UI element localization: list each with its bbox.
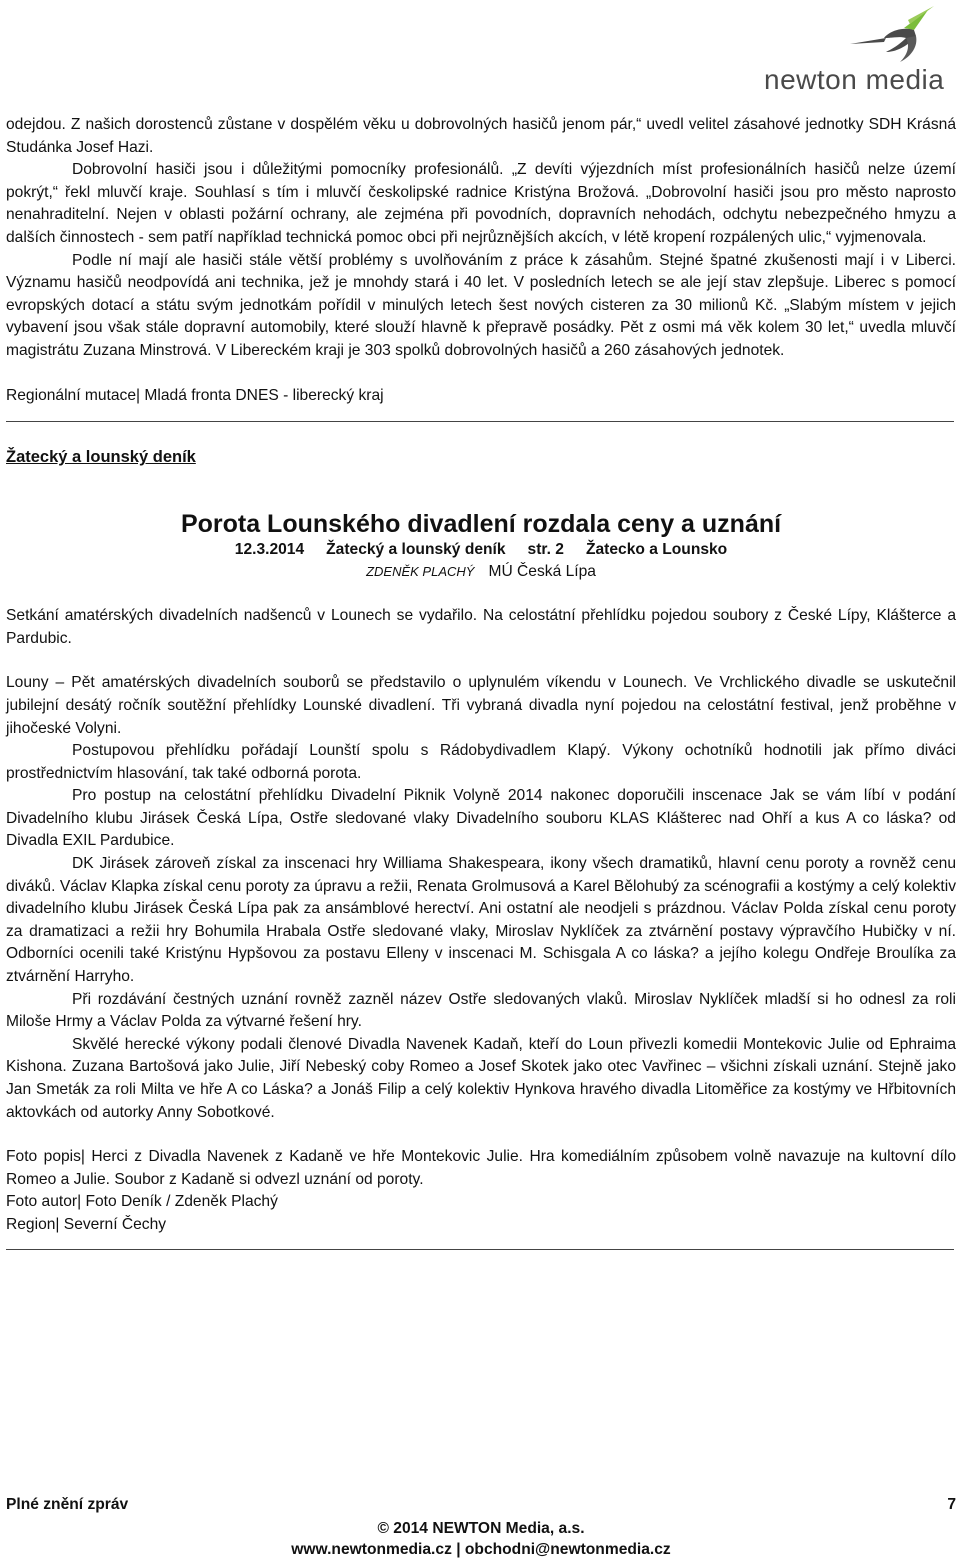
article-meta — [6, 539, 956, 561]
separator-line — [6, 1249, 954, 1250]
article-publication: Žatecký a lounský deník — [326, 541, 506, 559]
regional-mutation: Regionální mutace| Mladá fronta DNES - liberecký kraj — [6, 386, 384, 404]
article-headline: Porota Lounského divadlení rozdala ceny a uznání — [180, 510, 782, 539]
page-number: 7 — [947, 1496, 956, 1513]
article-region: Region| Severní Čechy — [6, 1215, 167, 1233]
article-section: Žatecko a Lounsko — [585, 541, 728, 559]
source-title: Žatecký a lounský deník — [6, 448, 196, 467]
article-paragraph: Postupovou přehlídku pořádají Lounští spolu s Rádobydivadlem Klapý. Výkony ochotníků hodnotili jak přímo diváci prostřednictvím hlasování, tak také odborná porota. — [6, 742, 956, 782]
footer-copyright: © 2014 NEWTON Media, a.s. — [377, 1520, 585, 1537]
newton-media-logo — [760, 4, 956, 96]
article-paragraph: Pro postup na celostátní přehlídku Divadelní Piknik Volyně 2014 nakonec doporučili inscenace Jak se vám líbí v podání Divadelního klubu Jirásek Česká Lípa, Ostře sledované vlaky Divadelního souboru KLAS Klášterec nad Ohří a kus A co láska? od Divadla EXIL Pardubice. — [6, 787, 956, 850]
article-paragraph: Při rozdávání čestných uznání rovněž zazněl název Ostře sledovaných vlaků. Miroslav Nyklíček mladší si ho odnesl za roli Miloše Hrmy a Václav Polda za výtvarné řešení hry. — [6, 990, 956, 1031]
article-byline — [6, 561, 956, 583]
photo-caption: Foto popis| Herci z Divadla Navenek z Kadaně ve hře Montekovic Julie. Hra komediálním způsobem volně navazuje na kultovní dílo Romeo a Julie. Soubor z Kadaně si odvezl uznání od poroty. — [6, 1148, 956, 1188]
article-paragraph: Skvělé herecké výkony podali členové Divadla Navenek Kadaň, kteří do Loun přivezli komedii Montekovic Julie od Ephraima Kishona. Zuzana Bartošová jako Julie, Jiří Nebeský coby Romeo a Josef Skotek jako otec Vavřinec – všichni získali uznání. Stejně jako Jan Smeták za roli Milta ve hře A co Láska? a Jonáš Filip a celý kolektiv Hynkova hravého divadla Litoměřice za kostýmy ve Hřbitovních aktovkách od autorky Anny Sobotkové. — [6, 1035, 956, 1121]
hummingbird-icon — [830, 4, 940, 64]
article-date: 12.3.2014 — [234, 541, 305, 559]
article1-paragraph: Podle ní mají ale hasiči stále větší problémy s uvolňováním z práce k zásahům. Stejné špatné zkušenosti mají i v Liberci. Významu hasičů neodpovídá ani technika, jež je mnohdy stará i 40 let. V posledních letech se ale její stav zlepšuje. Liberec s pomocí evropských dotací a státu svým jednotkám pořídil v minulých letech šest nových cisteren za 30 milionů Kč. „Slabým místem v jejich vybavení jsou však stále dopravní automobily, které slouží hlavně k přepravě posádky. Pět z osmi má věk kolem 30 let,“ uvedla mluvčí magistrátu Zuzana Minstrová. V Libereckém kraji je 303 spolků dobrovolných hasičů a 260 zásahových jednotek. — [6, 251, 956, 359]
logo-wordmark: newton media — [764, 64, 945, 95]
article-paragraph: Louny – Pět amatérských divadelních souborů se představilo o uplynulém víkendu v Lounech. Ve Vrchlického divadle se uskutečnil jubilejní desátý ročník soutěžní přehlídky Lounské divadlení. Tři vybraná divadla nyní pojedou na celostátní festival, jenž proběhne v jihočeské Volyni. — [6, 674, 956, 737]
article-lead: Setkání amatérských divadelních nadšenců v Lounech se vydařilo. Na celostátní přehlídku pojedou soubory z České Lípy, Klášterce a Pardubic. — [6, 607, 956, 647]
footer-label: Plné znění zpráv — [6, 1496, 129, 1513]
article-paragraph: DK Jirásek zároveň získal za inscenaci hry Williama Shakespeara, ikony všech dramatiků, hlavní cenu poroty a rovněž cenu diváků. Václav Klapka získal cenu poroty za úpravu a režii, Renata Grolmusová a Karel Bělohubý za scénografii a kostýmy a celý kolektiv divadelního klubu Jirásek Česká Lípa pak za ansámblové herectví. Ani ostatní ale neodjeli s prázdnou. Václav Polda získal cenu poroty za dramatizaci a režii hry Bohumila Hrabala Ostře sledované vlaky, Miroslav Nyklíček za ztvárnění postavy výpravčího Hubičky v ní. Odborníci ocenili také Kristýnu Hypšovou za postavu Elleny v inscenaci M. Schisgala A co láska? a jejího kolegu Ondřeje Broulíka za ztvárnění Harryho. — [6, 855, 956, 986]
footer-contact: www.newtonmedia.cz | obchodni@newtonmedia.cz — [291, 1541, 671, 1558]
article-tag: MÚ Česká Lípa — [488, 563, 596, 581]
article-author: ZDENĚK PLACHÝ — [366, 564, 475, 580]
article1-paragraph: odejdou. Z našich dorostenců zůstane v dospělém věku u dobrovolných hasičů jenom pár,“ uvedl velitel zásahové jednotky SDH Krásná Studánka Josef Hazi. — [6, 116, 956, 156]
article1-paragraph: Dobrovolní hasiči jsou i důležitými pomocníky profesionálů. „Z devíti výjezdních míst profesionálních hasičů nelze území pokrýt,“ řekl mluvčí kraje. Souhlasí s tím i mluvčí českolipské radnice Kristýna Brožová. „Dobrovolní hasiči jsou pro město naprosto nenahraditelní. Nejen v oblasti požární ochrany, ale zejména při povodních, dopravních nehodách, odchytu nebezpečného hmyzu a dalších činnostech - sem patří například technická pomoc obci při nejrůznějších akcích, v létě kropení rozpálených ulic,“ vyjmenovala. — [6, 161, 956, 246]
article-page: str. 2 — [527, 541, 564, 559]
footer-center — [6, 1518, 956, 1560]
photo-author: Foto autor| Foto Deník / Zdeněk Plachý — [6, 1193, 278, 1211]
document-body — [6, 114, 956, 1250]
